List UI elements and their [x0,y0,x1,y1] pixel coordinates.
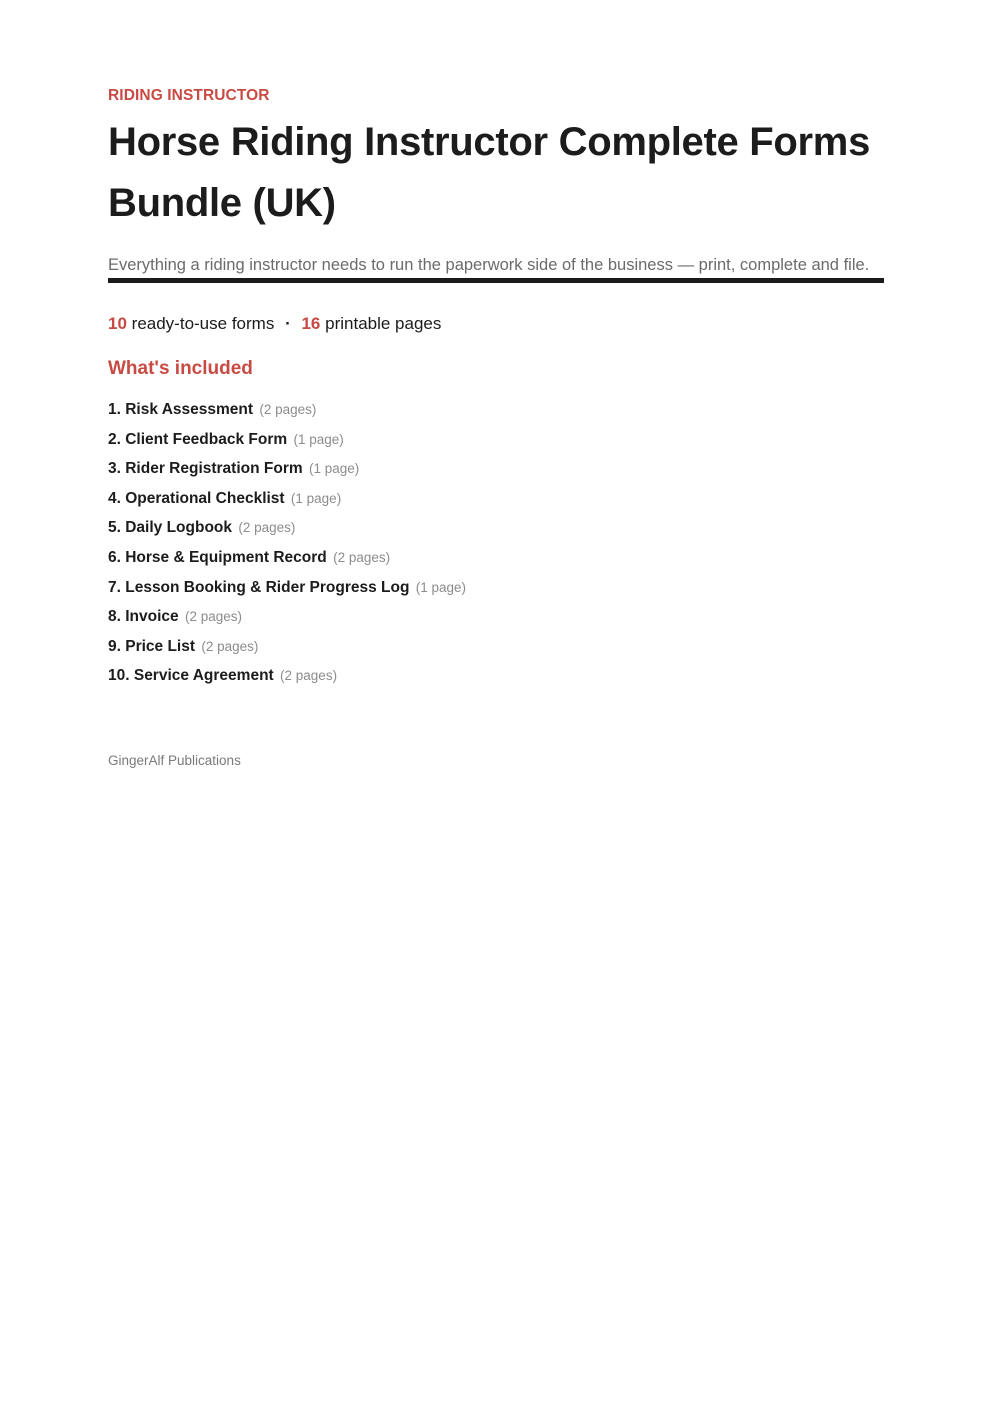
pages-count: 16 [301,314,321,333]
form-name: 1. Risk Assessment [108,401,254,418]
form-name: 9. Price List [108,637,196,655]
list-item [108,395,884,425]
forms-label: ready-to-use forms [131,314,275,333]
stats-separator: · [285,314,291,333]
document-subtitle: Everything a riding instructor needs to run the paperwork side of the business — print, complete and file. [108,256,870,274]
document-title: Horse Riding Instructor Complete Forms Bundle (UK) [108,120,871,225]
form-name: 4. Operational Checklist [108,489,285,507]
form-page-count: (2 pages) [280,668,338,684]
form-name: 8. Invoice [108,608,179,626]
list-item [108,484,884,514]
list-item [108,543,884,573]
list-item [108,425,884,455]
form-page-count: (2 pages) [201,638,259,654]
form-name: 2. Client Feedback Form [108,430,288,448]
form-name: 6. Horse & Equipment Record [108,548,327,566]
form-page-count: (1 page) [415,579,467,595]
category-label: RIDING INSTRUCTOR [108,87,270,104]
form-page-count: (1 page) [290,490,342,506]
title-divider [108,278,884,283]
form-page-count: (2 pages) [259,402,317,417]
forms-count: 10 [108,314,127,333]
list-item [108,573,884,603]
list-item [108,661,884,691]
form-name: 7. Lesson Booking & Rider Progress Log [108,578,410,596]
form-page-count: (2 pages) [333,549,391,565]
list-item [108,454,884,484]
form-name: 10. Service Agreement [108,667,274,685]
list-item [108,513,884,543]
form-name: 5. Daily Logbook [108,519,233,537]
forms-list [108,395,884,691]
form-page-count: (2 pages) [238,520,296,536]
form-page-count: (1 page) [308,461,360,477]
form-name: 3. Rider Registration Form [108,460,303,478]
publisher-name: GingerAlf Publications [108,752,241,768]
list-item [108,632,884,662]
form-page-count: (2 pages) [184,609,243,625]
list-item [108,602,884,632]
included-heading: What's included [108,358,253,379]
bundle-stats [108,313,884,335]
pages-label: printable pages [325,314,442,333]
form-page-count: (1 page) [293,431,344,447]
